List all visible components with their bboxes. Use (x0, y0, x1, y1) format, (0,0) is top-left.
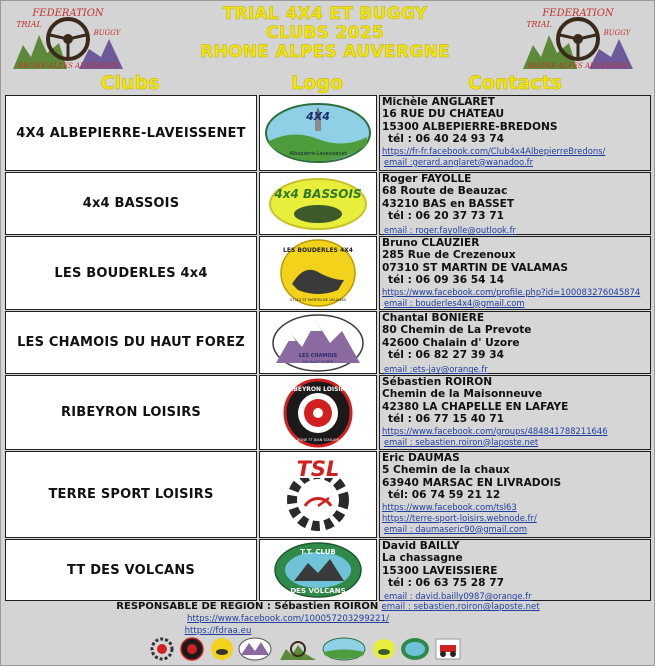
email-link[interactable]: email : daumaseric90@gmail.com (384, 523, 528, 534)
column-header-clubs: Clubs (100, 72, 160, 94)
logo-text: TSL (296, 456, 340, 481)
club-row-bouderles (5, 236, 651, 310)
club-name: TERRE SPORT LOISIRS (48, 487, 214, 502)
contact-cell (379, 311, 651, 374)
regional-website-link[interactable]: https://fdraa.eu (184, 626, 252, 636)
contact-city: 42380 LA CHAPELLE EN LAFAYE (382, 400, 569, 413)
regional-facebook-link[interactable]: https://www.facebook.com/100057203299221/ (187, 614, 389, 624)
mini-federation-logo (278, 637, 318, 661)
bouderles-logo (278, 238, 358, 308)
contact-address: 5 Chemin de la chaux (382, 464, 510, 477)
mini-albepierre-logo (322, 637, 366, 661)
email-link[interactable]: email : roger.fayolle@outlook.fr (384, 224, 516, 235)
email-link[interactable]: email : bouderles4x4@gmail.com (384, 297, 525, 308)
club-logo-cell (259, 95, 377, 171)
volcans-logo (272, 541, 364, 599)
mini-volcans-logo (400, 637, 430, 661)
facebook-link[interactable]: https://www.facebook.com/profile.php?id=100083276045874 (382, 286, 641, 297)
club-row-ribeyron (5, 375, 651, 450)
contact-cell (379, 236, 651, 310)
chamois-logo (270, 313, 366, 373)
contact-person: Chantal BONIERE (382, 312, 485, 324)
terre-sport-logo (275, 454, 361, 536)
logo-text: LES CHAMOIS (298, 352, 338, 359)
column-header-contacts: Contacts (467, 72, 563, 94)
contact-phone: tél : 06 77 15 40 71 (388, 413, 504, 426)
club-name: 4X4 ALBEPIERRE-LAVEISSENET (16, 125, 246, 141)
contact-phone: tél : 06 20 37 73 71 (388, 210, 504, 223)
logo-text: 4x4 BASSOIS (274, 186, 362, 201)
contact-cell (379, 539, 651, 601)
club-row-bassois (5, 172, 651, 235)
contact-cell (379, 451, 651, 538)
regional-manager-email[interactable]: email : sebastien.roiron@laposte.net (381, 602, 540, 612)
regional-manager: RESPONSABLE DE REGION : Sébastien ROIRON (116, 601, 379, 612)
mini-ribeyron-logo (180, 637, 204, 661)
logo-subtext: DU HAUT FOREZ (303, 359, 333, 364)
email-link[interactable]: email : sebastien.roiron@laposte.net (384, 436, 539, 447)
contact-person: Bruno CLAUZIER (382, 237, 480, 249)
club-name-cell (5, 375, 257, 450)
contact-address: 285 Rue de Crezenoux (382, 249, 516, 262)
column-header-logo: Logo (291, 72, 343, 94)
logo-subtext: Albepierre-Laveissenet (289, 151, 347, 157)
emblem-top: FEDERATION (32, 8, 104, 19)
federation-emblem-right (519, 5, 637, 71)
ribeyron-logo (278, 378, 358, 448)
contact-cell (379, 95, 651, 171)
club-row-chamois (5, 311, 651, 374)
contact-person: Sébastien ROIRON (382, 376, 493, 388)
club-name-cell (5, 95, 257, 171)
club-logo-cell (259, 375, 377, 450)
federation-emblem-left (9, 5, 127, 71)
contact-city: 43210 BAS en BASSET (382, 197, 515, 210)
club-logo-cell (259, 172, 377, 235)
mini-tsl-logo (150, 637, 174, 661)
contact-cell (379, 375, 651, 450)
title-line-3: RHONE ALPES AUVERGNE (200, 42, 450, 62)
contact-person: Roger FAYOLLE (382, 173, 472, 185)
emblem-right-word: BUGGY (93, 29, 121, 37)
club-row-albepierre (5, 95, 651, 171)
facebook-link[interactable]: https://www.facebook.com/tsl63 (382, 501, 517, 512)
contact-phone: tél : 06 82 27 39 34 (388, 349, 504, 362)
email-link[interactable]: email : david.bailly0987@orange.fr (384, 590, 532, 601)
club-name-cell (5, 172, 257, 235)
contact-city: 63940 MARSAC EN LIVRADOIS (382, 476, 562, 489)
logo-subtext: 07310 ST MARTIN DE VALAMAS (289, 298, 347, 302)
emblem-top: FEDERATION (542, 8, 614, 19)
logo-text: T.T. CLUB (300, 548, 336, 556)
footer (5, 601, 651, 663)
contact-city: 07310 ST MARTIN DE VALAMAS (382, 261, 568, 274)
club-name: 4x4 BASSOIS (82, 196, 180, 211)
club-name-cell (5, 539, 257, 601)
club-logo-cell (259, 451, 377, 538)
contact-city: 15300 ALBEPIERRE-BREDONS (382, 120, 558, 133)
contact-person: Eric DAUMAS (382, 452, 460, 464)
logo-subtext: ZONE TT JEAN SOULIER (296, 437, 340, 442)
club-row-volcans (5, 539, 651, 601)
bassois-logo (266, 176, 370, 232)
mini-bassois-logo (372, 637, 396, 661)
contact-address: 68 Route de Beauzac (382, 185, 508, 198)
club-name: RIBEYRON LOISIRS (61, 405, 201, 420)
club-logo-cell (259, 539, 377, 601)
contact-phone: tél: 06 74 59 21 12 (388, 489, 501, 502)
contact-phone: tél : 06 40 24 93 74 (388, 133, 504, 146)
contact-address: 80 Chemin de La Prevote (382, 324, 532, 337)
facebook-link[interactable]: https://fr-fr.facebook.com/Club4x4AlbepierreBredons/ (382, 145, 606, 156)
email-link[interactable]: email :gerard.anglaret@wanadoo.fr (384, 156, 534, 167)
emblem-right-word: BUGGY (603, 29, 631, 37)
mini-chamois-logo (238, 637, 272, 661)
email-link[interactable]: email :ets-jay@orange.fr (384, 363, 488, 374)
logo-text: LES BOUDERLES 4X4 (283, 247, 353, 254)
emblem-bottom: RHONE-ALPES AUVERGNE (527, 62, 629, 70)
albepierre-logo (263, 101, 373, 165)
club-logo-cell (259, 311, 377, 374)
contact-city: 42600 Chalain d' Uzore (382, 336, 520, 349)
regional-manager-line (5, 601, 651, 613)
club-logo-strip (150, 637, 490, 663)
title-line-1: TRIAL 4X4 ET BUGGY (222, 4, 428, 24)
club-logo-cell (259, 236, 377, 310)
contact-address: Chemin de la Maisonneuve (382, 388, 543, 401)
logo-text: RIBEYRON LOISIRS (286, 385, 350, 393)
contact-address: La chassagne (382, 552, 463, 565)
mini-bouderles-logo (210, 637, 234, 661)
website-link[interactable]: https://terre-sport-loisirs.webnode.fr/ (382, 512, 537, 523)
contact-person: David BAILLY (382, 540, 460, 552)
club-name: LES BOUDERLES 4x4 (54, 265, 208, 281)
logo-text: 4X4 (306, 110, 330, 123)
page-title (130, 5, 520, 62)
title-line-2: CLUBS 2025 (266, 23, 384, 43)
club-name: TT DES VOLCANS (67, 562, 195, 578)
contact-cell (379, 172, 651, 235)
club-name-cell (5, 311, 257, 374)
emblem-bottom: RHONE-ALPES AUVERGNE (17, 62, 119, 70)
emblem-left-word: TRIAL (526, 20, 552, 29)
contact-phone: tél : 06 63 75 28 77 (388, 577, 504, 590)
header (5, 3, 650, 73)
club-row-terre-sport (5, 451, 651, 538)
contact-address: 16 RUE DU CHÂTEAU (382, 108, 505, 121)
facebook-link[interactable]: https://www.facebook.com/groups/484841788211646 (382, 425, 608, 436)
emblem-left-word: TRIAL (16, 20, 42, 29)
club-name: LES CHAMOIS DU HAUT FOREZ (17, 335, 245, 350)
club-name-cell (5, 451, 257, 538)
contact-person: Michèle ANGLARET (382, 96, 496, 108)
logo-subtext: DES VOLCANS (290, 587, 346, 595)
mini-vehicle-logo (434, 637, 462, 661)
club-name-cell (5, 236, 257, 310)
contact-phone: tél : 06 09 36 54 14 (388, 274, 504, 287)
contact-city: 15300 LAVEISSIERE (382, 564, 498, 577)
